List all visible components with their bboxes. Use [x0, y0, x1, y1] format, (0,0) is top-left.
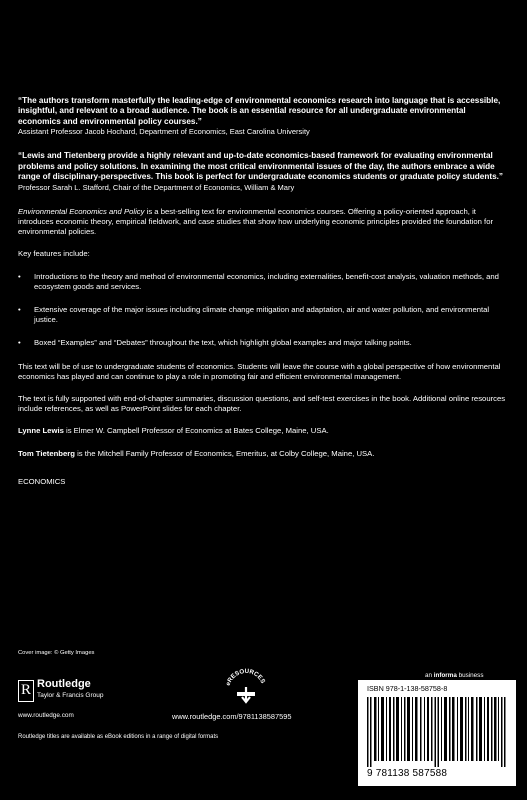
- informa-business: an informa business: [425, 672, 484, 679]
- ebook-footer-note: Routledge titles are available as eBook editions in a range of digital formats: [18, 734, 219, 740]
- barcode-digits: 9 781138 587588: [367, 768, 448, 779]
- eresources-badge: [223, 668, 269, 708]
- eresources-label: eRESOURCES: [224, 668, 267, 687]
- author-bio-2: Tom Tietenberg is the Mitchell Family Professor of Economics, Emeritus, at Colby College, Maine, USA.: [18, 448, 375, 458]
- bullet-icon: •: [18, 305, 21, 315]
- informa-brand: informa: [433, 672, 457, 679]
- eresources-url[interactable]: www.routledge.com/9781138587595: [172, 712, 292, 721]
- eresources-icon: [223, 668, 269, 708]
- book-description-text: is a best-selling text for environmental economics courses. Offering a policy-oriented approach, it introduces economic theory, empirical fieldwork, and case studies that show how underlying economic principles provided the foundation for environmental policies.: [18, 206, 494, 237]
- routledge-logo: [18, 677, 128, 717]
- isbn-label: ISBN 978-1-138-58758-8: [367, 684, 448, 693]
- author-name: Lynne Lewis: [18, 426, 64, 436]
- support-paragraph: The text is fully supported with end-of-chapter summaries, discussion questions, and self-test exercises in the book. Additional online resources include references, as well as PowerPoint slides for each chapter.: [18, 394, 506, 414]
- isbn-barcode-box: [358, 680, 516, 786]
- book-title: Environmental Economics and Policy: [18, 206, 145, 216]
- bullet-icon: •: [18, 271, 21, 281]
- feature-item: • Boxed “Examples” and “Debates” throughout the text, which highlight global examples and major talking points.: [18, 338, 412, 348]
- feature-item: • Introductions to the theory and method of environmental economics, including externalities, benefit-cost analysis, valuation methods, and ecosystem goods and services.: [18, 271, 499, 291]
- routledge-r-icon: R: [18, 680, 34, 702]
- subject-category: ECONOMICS: [18, 476, 66, 486]
- audience-paragraph: This text will be of use to undergraduate students of economics. Students will leave the course with a global perspective of how environmental economics has played and can continue to play a role in promoting fair and efficient environmental management.: [18, 361, 501, 381]
- author-bio-1: Lynne Lewis is Elmer W. Campbell Professor of Economics at Bates College, Maine, USA.: [18, 426, 329, 436]
- barcode-icon: [367, 697, 507, 767]
- bullet-icon: •: [18, 338, 21, 348]
- cover-credit: Cover image: © Getty Images: [18, 650, 95, 656]
- review-quote-1: “The authors transform masterfully the leading-edge of environmental economics research into language that is accessible, insightful, and relevant to a broad audience. The book is an essential resource for all undergraduate environmental economics and environmental policy courses.”: [18, 96, 501, 126]
- features-intro: Key features include:: [18, 249, 90, 259]
- svg-text:eRESOURCES: [225, 668, 267, 687]
- back-cover-text: [18, 96, 510, 499]
- publisher-name: Routledge: [37, 678, 91, 690]
- review-attribution-1: Assistant Professor Jacob Hochard, Department of Economics, East Carolina University: [18, 127, 310, 137]
- publisher-group: Taylor & Francis Group: [37, 692, 104, 699]
- review-attribution-2: Professor Sarah L. Stafford, Chair of the Department of Economics, William & Mary: [18, 182, 295, 192]
- publisher-website[interactable]: www.routledge.com: [18, 712, 74, 719]
- review-quote-2: “Lewis and Tietenberg provide a highly relevant and up-to-date economics-based framework for evaluating environmental problems and policy solutions. In examining the most critical environmental issues of the day, the authors embrace a wide range of disciplinary-perspectives. This book is perfect for undergraduate economics students or graduate policy students.”: [18, 151, 503, 182]
- book-description: [18, 207, 510, 238]
- feature-item: • Extensive coverage of the major issues including climate change mitigation and adaptation, air and water pollution, and environmental justice.: [18, 305, 490, 325]
- author-name: Tom Tietenberg: [18, 448, 75, 458]
- features-list: [18, 272, 510, 349]
